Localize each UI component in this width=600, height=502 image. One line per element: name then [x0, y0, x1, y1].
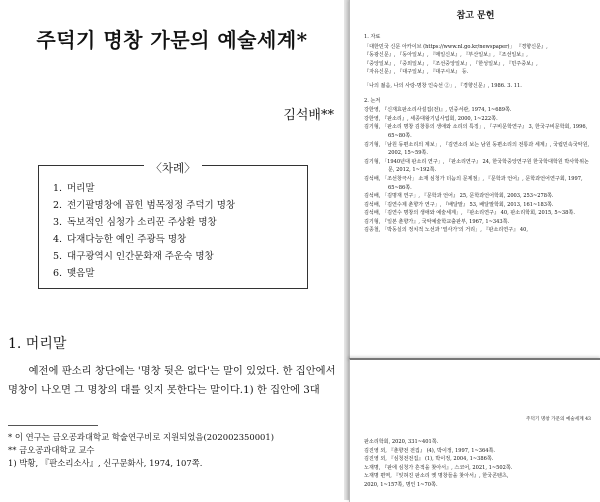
references-section-heading: 1. 자료	[364, 34, 381, 40]
toc-item-label: 맺음말	[67, 268, 95, 279]
reference-entry: 판소리학회, 2020, 331~401쪽.	[364, 439, 439, 445]
right-page	[349, 0, 600, 360]
toc-heading-text: 〈차례〉	[144, 161, 201, 175]
reference-entry: 김기형, 「판소리 명창 김창룡의 생애와 소리의 특징」, 『구비문학연구』 3, 한국구비문학회, 1996, 65~80쪽.	[364, 124, 588, 139]
toc-item[interactable]	[53, 248, 235, 265]
toc-item-number: 6.	[53, 268, 63, 279]
toc-item[interactable]	[53, 214, 235, 231]
reference-entry: 김진영 외, 『춘향전 전집』 (4), 박이정, 1997, 1~364쪽.	[364, 447, 495, 454]
reference-entry: 김석배, 「김연수 명창의 생애와 예술세계」, 『판소리연구』 40, 판소리학회, 2015, 5~38쪽.	[364, 210, 575, 217]
reference-entry: 노재명 편역, 『잊혀진 판소리 옛 명창들을 찾아서』, 한국콘텐츠,	[364, 473, 509, 480]
reference-entry: 『중앙일보』, 『중외일보』, 『조선중앙일보』, 『한성일보』, 『민주중보』,	[364, 60, 538, 67]
reference-entry: 『동광신문』, 『동아일보』, 『매일신보』, 『부산일보』, 『조선일보』,	[364, 52, 528, 59]
toc-item-number: 4.	[53, 234, 63, 245]
reference-entry: 김진영 외, 『심청전전집』 (1), 박이정, 2004, 1~386쪽.	[364, 456, 494, 463]
body-line: 명창이 나오면 그 명창의 대를 잇지 못한다는 말이다.1) 한 집안에 3대	[8, 384, 320, 396]
toc-item-number: 3.	[53, 217, 63, 228]
reference-entry: 김종철, 「박동실의 정치적 노선과 '열사가'의 거리」, 『판소리연구』 40,	[364, 227, 528, 234]
reference-entry: 김석배, 「김명재 연구」, 『문학과 언어』 25, 문학과언어학회, 2003, 253~278쪽.	[364, 193, 554, 200]
toc-item-label: 다재다능한 예인 주광득 명창	[67, 234, 187, 245]
page-title: 주덕기 명창 가문의 예술세계*	[36, 28, 308, 52]
toc-item-label: 전기팔명창에 꼽힌 범목정정 주덕기 명창	[67, 200, 236, 211]
reference-entry: 강한영, 『신재효판소리사설집(전)』, 민중서관, 1974, 1~689쪽.	[364, 107, 512, 114]
toc-item[interactable]	[53, 197, 235, 214]
footnote: ** 금오공과대학교 교수	[8, 445, 95, 455]
running-head: 주덕기 명창 가문의 예술세계 43	[526, 417, 591, 422]
toc-item[interactable]	[53, 265, 235, 282]
toc-list	[53, 180, 235, 282]
reference-entry: 노재명, 『판에 심청가 흔적을 찾아서』, 스코어, 2021, 1~502쪽.	[364, 464, 513, 471]
toc-item-label: 독보적인 심청가 소리꾼 주상환 명창	[67, 217, 217, 228]
reference-entry: 김석배, 「김연수제 춘향가 연구」, 『배달말』 53, 배달말학회, 2013, 161~183쪽.	[364, 201, 554, 208]
section-heading: 1. 머리말	[8, 336, 67, 352]
toc-item-number: 2.	[53, 200, 63, 211]
footnote: * 이 연구는 금오공과대학교 학술연구비로 지원되었음(202002350001)	[8, 432, 274, 442]
table-of-contents	[38, 161, 308, 289]
reference-entry: 김기형, 『일본 춘향가』, 국악예술학교출판부, 1967, 1~343쪽.	[364, 218, 510, 225]
references-title: 참고 문헌	[456, 11, 495, 21]
body-line: 예전에 판소리 창단에는 '명창 뒷은 없다'는 말이 있었다. 한 집안에서	[28, 365, 336, 377]
reference-entry: 『자유신문』, 『대구일보』, 『대구시보』 등.	[364, 69, 469, 76]
reference-entry: 김석배, 「조선창극사」 소재 심청가 더늠의 문제점」, 『문학과 언어』, 문학과언어연구회, 1997, 65~86쪽.	[364, 175, 583, 191]
reference-entry: 「대한민국 신문 아카이브 (https://www.nl.go.kr/newspaper)」 『경향신문』,	[364, 43, 548, 50]
references-section-heading: 2. 논저	[364, 97, 381, 104]
references-list	[364, 27, 594, 235]
toc-item-label: 머리말	[67, 183, 95, 194]
references-list-continued	[364, 438, 594, 490]
author-name: 김석배**	[283, 108, 334, 123]
toc-item[interactable]	[53, 231, 235, 248]
toc-item-number: 5.	[53, 251, 63, 262]
reference-entry: 김기형, 「1940년대 판소리 연구」, 『판소리연구』 24, 한국학중앙연구원 한국학대학원 박사학위논문, 2012, 1~192쪽.	[364, 158, 589, 174]
next-page	[349, 358, 600, 502]
body-text	[8, 362, 342, 400]
toc-heading	[39, 157, 307, 176]
footnotes	[8, 431, 342, 470]
reference-entry: 「나의 젊음, 나의 사랑-명창 인숙선 ②」, 『경향신문』, 1986. 3. 11.	[364, 82, 522, 89]
toc-item[interactable]	[53, 180, 235, 197]
reference-entry: 강한영, 『판소리』, 세종대왕기념사업회, 2000, 1~222쪽.	[364, 115, 498, 122]
footnote: 1) 박황, 『판소리소사』, 신구문화사, 1974, 107쪽.	[8, 458, 203, 468]
reference-entry: 2020, 1~157쪽, 명인 1~70쪽.	[364, 481, 438, 488]
reference-entry: 김기형, 「남원 동편소리의 계보」, 『김연소리 보는 남원 동편소리의 전통과 세계』, 국립민속국악원, 2002, 15~59쪽.	[364, 141, 590, 157]
toc-item-number: 1.	[53, 183, 63, 194]
footnote-divider	[8, 425, 98, 426]
toc-item-label: 대구광역시 인간문화재 주운숙 명창	[67, 251, 214, 262]
